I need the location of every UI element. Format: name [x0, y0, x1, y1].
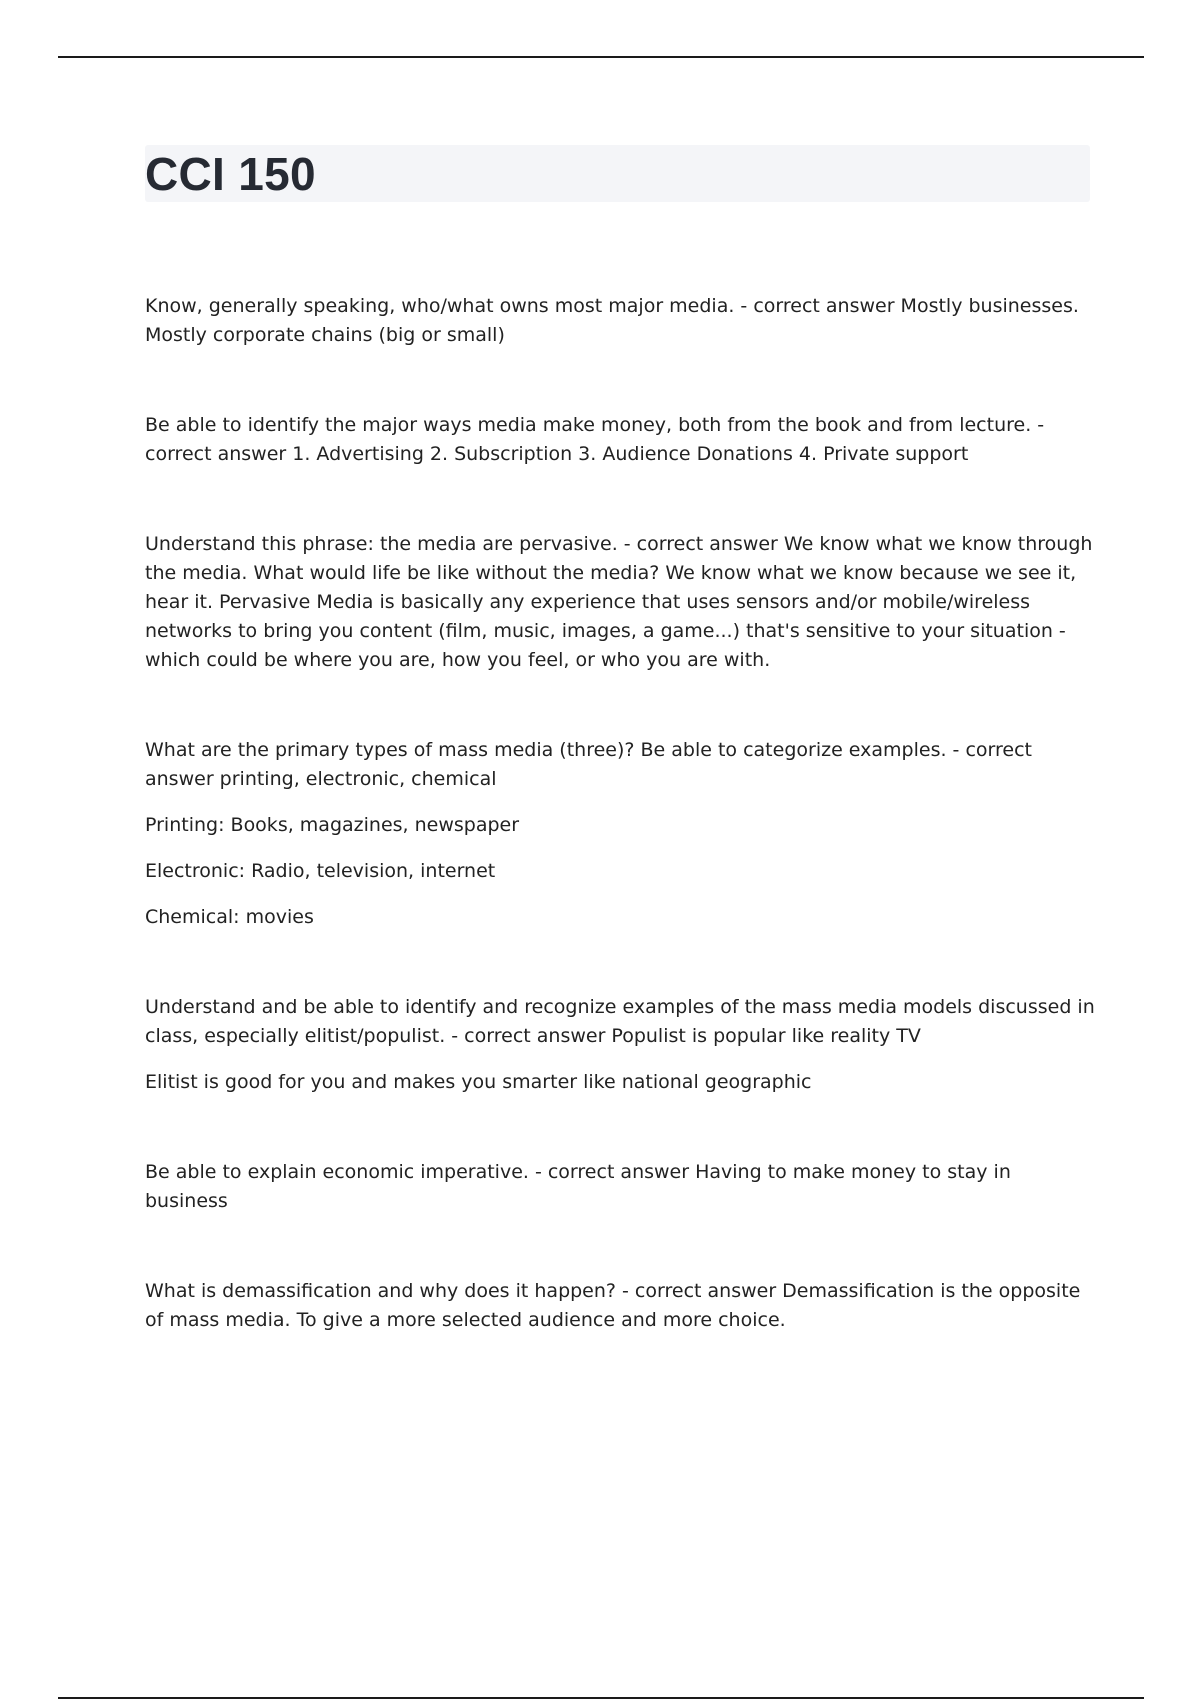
qa-detail: Printing: Books, magazines, newspaper: [145, 814, 520, 836]
page-title: CCI 150: [145, 148, 316, 200]
qa-entry-media-models: [145, 993, 1095, 1097]
qa-entry-revenue: [145, 411, 1095, 469]
qa-text: Understand and be able to identify and recognize examples of the mass media models discussed in class, especially elitist/populist. - correct answer Populist is popular like reality TV: [145, 996, 1095, 1047]
bottom-rule: [58, 1697, 1144, 1699]
qa-text: Understand this phrase: the media are pervasive. - correct answer We know what we know through the media. What would life be like without the media? We know what we know because we see it, hear it. Pervasive Media is basically any experience that uses sensors and/or mobile/wireless networks to bring you content (film, music, images, a game...) that's sensitive to your situation - which could be where you are, how you feel, or who you are with.: [145, 533, 1093, 671]
qa-text: What is demassification and why does it happen? - correct answer Demassification is the opposite of mass media. To give a more selected audience and more choice.: [145, 1280, 1081, 1331]
qa-text: What are the primary types of mass media (three)? Be able to categorize examples. - correct answer printing, electronic, chemical: [145, 739, 1032, 790]
qa-detail: Chemical: movies: [145, 906, 314, 928]
qa-detail: Elitist is good for you and makes you smarter like national geographic: [145, 1071, 812, 1093]
document-body: [145, 292, 1095, 1396]
qa-entry-demassification: [145, 1277, 1095, 1335]
top-rule: [58, 56, 1144, 58]
qa-detail: Electronic: Radio, television, internet: [145, 860, 496, 882]
qa-text: Be able to explain economic imperative. - correct answer Having to make money to stay in business: [145, 1161, 1011, 1212]
qa-entry-pervasive: [145, 530, 1095, 675]
qa-text: Know, generally speaking, who/what owns most major media. - correct answer Mostly businesses. Mostly corporate chains (big or small): [145, 295, 1079, 346]
qa-entry-ownership: [145, 292, 1095, 350]
qa-text: Be able to identify the major ways media make money, both from the book and from lecture. - correct answer 1. Advertising 2. Subscription 3. Audience Donations 4. Private support: [145, 414, 1045, 465]
qa-entry-economic-imperative: [145, 1158, 1095, 1216]
qa-entry-media-types: [145, 736, 1095, 932]
